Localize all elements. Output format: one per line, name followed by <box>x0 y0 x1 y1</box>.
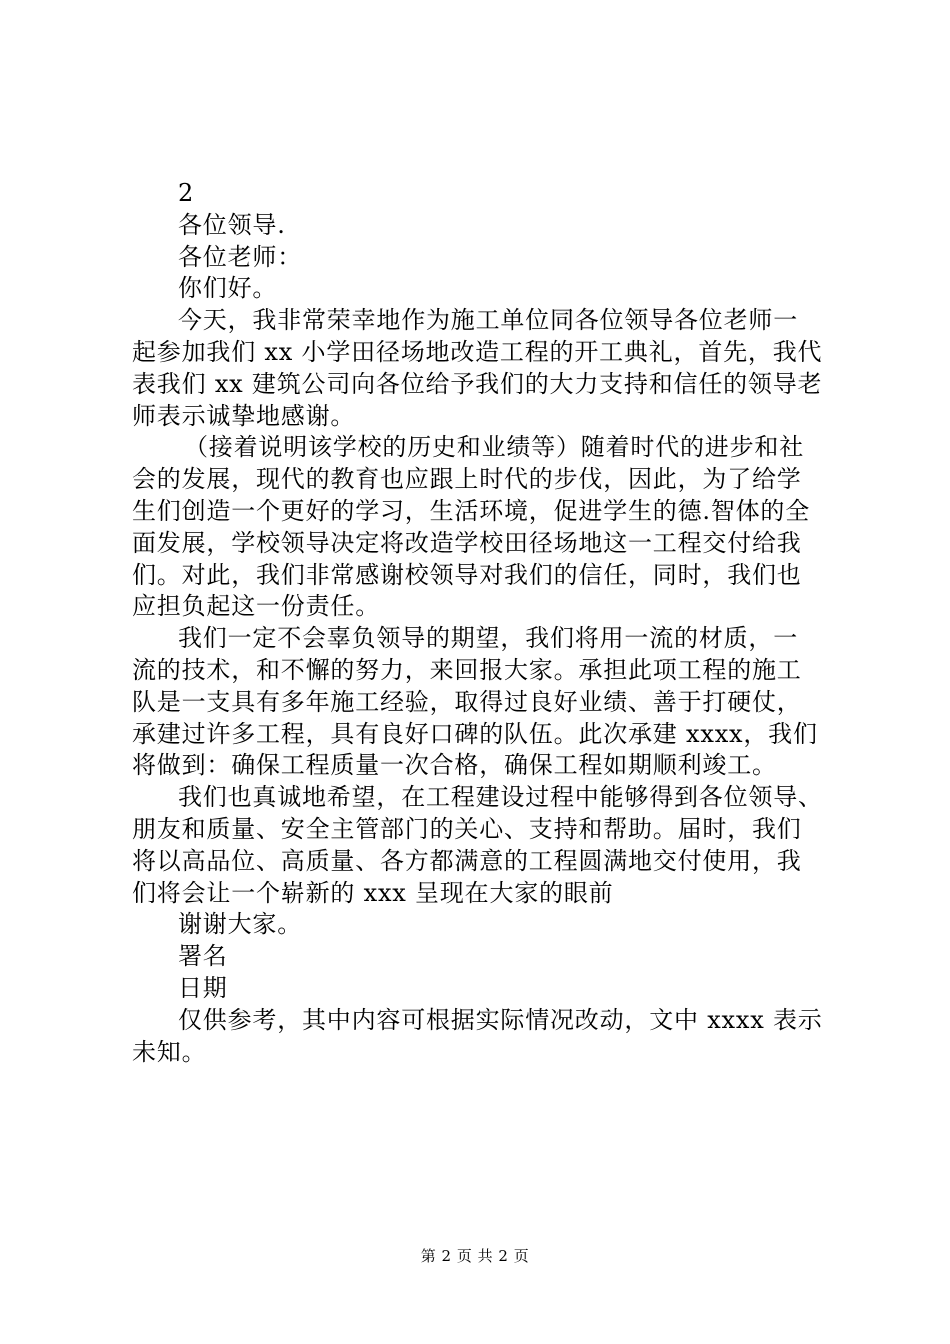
page-footer: 第 2 页 共 2 页 <box>420 1247 530 1265</box>
paragraph-line: 生们创造一个更好的学习，生活环境，促进学生的德.智体的全 <box>132 496 811 525</box>
paragraph-line: 表我们 xx 建筑公司向各位给予我们的大力支持和信任的领导老 <box>132 369 823 398</box>
note-line: 未知。 <box>132 1037 207 1066</box>
closing-signature: 署名 <box>178 942 228 971</box>
paragraph-line: 起参加我们 xx 小学田径场地改造工程的开工典礼，首先，我代 <box>132 337 823 366</box>
closing-thanks: 谢谢大家。 <box>178 910 302 939</box>
paragraph-line: （接着说明该学校的历史和业绩等）随着时代的进步和社 <box>184 433 804 462</box>
paragraph-line: 师表示诚挚地感谢。 <box>132 401 356 430</box>
paragraph-line: 流的技术，和不懈的努力，来回报大家。承担此项工程的施工 <box>132 655 802 684</box>
paragraph-3 <box>132 623 832 782</box>
paragraph-line: 我们也真诚地希望，在工程建设过程中能够得到各位领导、 <box>178 783 823 812</box>
note-line: 仅供参考，其中内容可根据实际情况改动，文中 xxxx 表示 <box>178 1005 823 1034</box>
page-label: 2 <box>178 179 195 207</box>
greeting-hello: 你们好。 <box>178 274 278 303</box>
greeting-teachers: 各位老师： <box>178 242 302 271</box>
paragraph-line: 们。对此，我们非常感谢校领导对我们的信任，同时，我们也 <box>132 560 802 589</box>
reference-note <box>132 1005 832 1069</box>
paragraph-line: 面发展，学校领导决定将改造学校田径场地这一工程交付给我 <box>132 528 802 557</box>
paragraph-1 <box>132 305 832 432</box>
paragraph-line: 我们一定不会辜负领导的期望，我们将用一流的材质，一 <box>178 624 798 653</box>
paragraph-4 <box>132 782 832 909</box>
greeting-leaders: 各位领导. <box>178 210 286 239</box>
paragraph-line: 应担负起这一份责任。 <box>132 592 380 621</box>
paragraph-line: 将以高品位、高质量、各方都满意的工程圆满地交付使用，我 <box>132 846 802 875</box>
document-body <box>132 178 832 1068</box>
paragraph-line: 今天，我非常荣幸地作为施工单位同各位领导各位老师一 <box>178 306 798 335</box>
paragraph-line: 们将会让一个崭新的 xxx 呈现在大家的眼前 <box>132 878 614 907</box>
paragraph-line: 朋友和质量、安全主管部门的关心、支持和帮助。届时，我们 <box>132 814 802 843</box>
closing-date: 日期 <box>178 973 228 1002</box>
paragraph-line: 会的发展，现代的教育也应跟上时代的步伐，因此，为了给学 <box>132 465 802 494</box>
paragraph-line: 将做到：确保工程质量一次合格，确保工程如期顺利竣工。 <box>132 751 777 780</box>
paragraph-line: 队是一支具有多年施工经验，取得过良好业绩、善于打硬仗， <box>132 687 802 716</box>
paragraph-line: 承建过许多工程，具有良好口碑的队伍。此次承建 xxxx，我们 <box>132 719 818 748</box>
paragraph-2 <box>132 432 832 623</box>
